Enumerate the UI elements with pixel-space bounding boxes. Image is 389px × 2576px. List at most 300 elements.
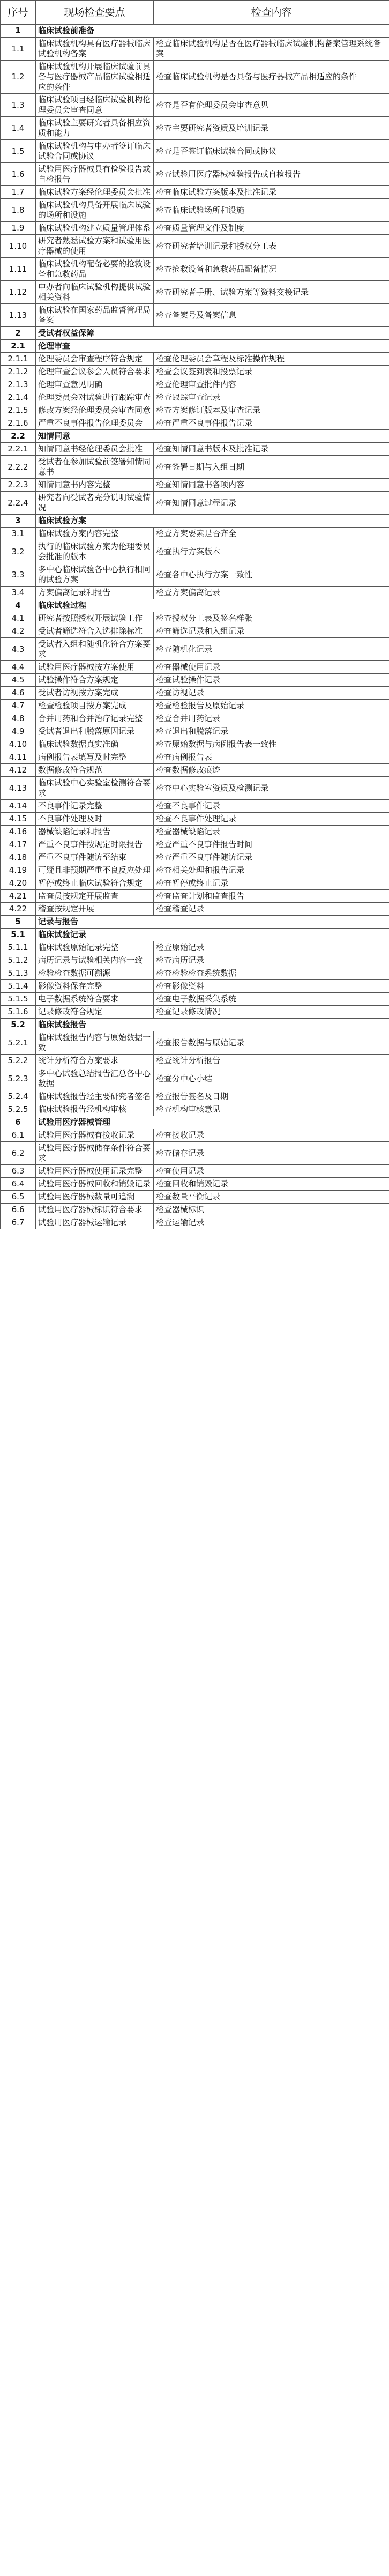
table-row — [1, 235, 389, 258]
table-row — [1, 391, 389, 404]
table-row — [1, 890, 389, 903]
inspection-point: 试验用医疗器械按方案使用 — [36, 661, 154, 674]
section-number: 2 — [1, 327, 36, 340]
row-number: 1.5 — [1, 140, 36, 163]
inspection-point: 严重不良事件按规定时限报告 — [36, 838, 154, 851]
table-row — [1, 1178, 389, 1191]
table-row — [1, 954, 389, 967]
table-row — [1, 712, 389, 725]
inspection-content: 检查是否有伦理委员会审查意见 — [154, 94, 389, 117]
row-number: 4.9 — [1, 725, 36, 738]
section-number: 5.1 — [1, 929, 36, 941]
table-row — [1, 1103, 389, 1116]
inspection-content: 检查病历记录 — [154, 954, 389, 967]
inspection-content: 检查器械标识 — [154, 1204, 389, 1216]
inspection-content: 检查数据修改痕迹 — [154, 764, 389, 777]
table-row — [1, 540, 389, 563]
table-row — [1, 1090, 389, 1103]
table-row — [1, 967, 389, 980]
section-title: 伦理审查 — [36, 340, 389, 353]
row-number: 4.6 — [1, 687, 36, 700]
table-row — [1, 199, 389, 222]
inspection-point: 临床试验中心实验室检测符合要求 — [36, 777, 154, 800]
table-row — [1, 1129, 389, 1142]
inspection-content: 检查主要研究者资质及培训记录 — [154, 117, 389, 140]
inspection-content: 检查储存记录 — [154, 1142, 389, 1165]
section-row — [1, 929, 389, 941]
inspection-point: 试验用医疗器械具有检验报告或自检报告 — [36, 163, 154, 186]
table-row — [1, 638, 389, 661]
inspection-content: 检查严重不良事件随访记录 — [154, 851, 389, 864]
row-number: 2.1.5 — [1, 404, 36, 417]
table-row — [1, 1165, 389, 1178]
table-row — [1, 61, 389, 94]
inspection-content: 检查运输记录 — [154, 1216, 389, 1229]
row-number: 6.6 — [1, 1204, 36, 1216]
inspection-content: 检查数量平衡记录 — [154, 1191, 389, 1204]
table-row — [1, 222, 389, 235]
row-number: 1.4 — [1, 117, 36, 140]
section-row — [1, 916, 389, 929]
inspection-content: 检查筛选记录和入组记录 — [154, 625, 389, 638]
inspection-point: 暂停或终止临床试验符合规定 — [36, 877, 154, 890]
row-number: 1.6 — [1, 163, 36, 186]
inspection-content: 检查器械使用记录 — [154, 661, 389, 674]
inspection-content: 检查检验检查系统数据 — [154, 967, 389, 980]
row-number: 3.2 — [1, 540, 36, 563]
inspection-content: 检查抢救设备和急救药品配备情况 — [154, 258, 389, 281]
inspection-content: 检查临床试验方案版本及批准记录 — [154, 186, 389, 199]
row-number: 5.2.3 — [1, 1067, 36, 1090]
section-number: 6 — [1, 1116, 36, 1129]
inspection-content: 检查临床试验机构是否具备与医疗器械产品相适应的条件 — [154, 61, 389, 94]
inspection-point: 伦理审查意见明确 — [36, 378, 154, 391]
inspection-content: 检查研究者培训记录和授权分工表 — [154, 235, 389, 258]
table-row — [1, 417, 389, 430]
row-number: 2.1.3 — [1, 378, 36, 391]
row-number: 4.1 — [1, 612, 36, 625]
section-title: 记录与报告 — [36, 916, 389, 929]
inspection-content: 检查报告签名及日期 — [154, 1090, 389, 1103]
table-row — [1, 1142, 389, 1165]
inspection-point: 伦理委员会审查程序符合规定 — [36, 353, 154, 366]
inspection-content: 检查退出和脱落记录 — [154, 725, 389, 738]
row-number: 4.17 — [1, 838, 36, 851]
inspection-content: 检查分中心小结 — [154, 1067, 389, 1090]
table-row — [1, 877, 389, 890]
header-point: 现场检查要点 — [36, 1, 154, 25]
row-number: 1.12 — [1, 281, 36, 304]
row-number: 6.7 — [1, 1216, 36, 1229]
row-number: 2.2.4 — [1, 492, 36, 515]
inspection-content: 检查质量管理文件及制度 — [154, 222, 389, 235]
inspection-content: 检查原始数据与病例报告表一致性 — [154, 738, 389, 751]
row-number: 5.1.6 — [1, 1006, 36, 1019]
inspection-content: 检查影像资料 — [154, 980, 389, 993]
row-number: 4.5 — [1, 674, 36, 687]
inspection-point: 修改方案经伦理委员会审查同意 — [36, 404, 154, 417]
row-number: 1.7 — [1, 186, 36, 199]
row-number: 5.2.4 — [1, 1090, 36, 1103]
row-number: 4.14 — [1, 800, 36, 813]
row-number: 6.5 — [1, 1191, 36, 1204]
table-row — [1, 1067, 389, 1090]
row-number: 5.1.1 — [1, 941, 36, 954]
section-title: 受试者权益保障 — [36, 327, 389, 340]
row-number: 4.3 — [1, 638, 36, 661]
inspection-content: 检查知情同意书各项内容 — [154, 479, 389, 492]
inspection-content: 检查各中心执行方案一致性 — [154, 563, 389, 587]
inspection-point: 临床试验机构具有医疗器械临床试验机构备案 — [36, 38, 154, 61]
row-number: 5.1.2 — [1, 954, 36, 967]
inspection-point: 临床试验主要研究者具备相应资质和能力 — [36, 117, 154, 140]
table-row — [1, 738, 389, 751]
table-row — [1, 186, 389, 199]
inspection-point: 受试者退出和脱落原因记录 — [36, 725, 154, 738]
row-number: 4.7 — [1, 700, 36, 712]
table-row — [1, 764, 389, 777]
inspection-point: 监查员按规定开展监查 — [36, 890, 154, 903]
inspection-content: 检查试验操作记录 — [154, 674, 389, 687]
table-row — [1, 117, 389, 140]
row-number: 1.11 — [1, 258, 36, 281]
inspection-content: 检查中心实验室资质及检测记录 — [154, 777, 389, 800]
inspection-point: 伦理委员会对试验进行跟踪审查 — [36, 391, 154, 404]
section-number: 4 — [1, 599, 36, 612]
table-header-row — [1, 1, 389, 25]
row-number: 4.4 — [1, 661, 36, 674]
row-number: 6.3 — [1, 1165, 36, 1178]
table-body — [1, 25, 389, 1229]
inspection-point: 可疑且非预期严重不良反应处理 — [36, 864, 154, 877]
table-row — [1, 838, 389, 851]
inspection-point: 临床试验在国家药品监督管理局备案 — [36, 304, 154, 327]
table-row — [1, 777, 389, 800]
table-row — [1, 903, 389, 916]
inspection-content: 检查方案修订版本及审查记录 — [154, 404, 389, 417]
section-title: 临床试验记录 — [36, 929, 389, 941]
table-row — [1, 674, 389, 687]
inspection-point: 器械缺陷记录和报告 — [36, 826, 154, 838]
section-row — [1, 25, 389, 38]
inspection-point: 稽查按规定开展 — [36, 903, 154, 916]
table-row — [1, 258, 389, 281]
inspection-content: 检查病例报告表 — [154, 751, 389, 764]
table-row — [1, 479, 389, 492]
table-row — [1, 563, 389, 587]
row-number: 5.2.5 — [1, 1103, 36, 1116]
inspection-point: 受试者筛选符合入选排除标准 — [36, 625, 154, 638]
table-row — [1, 1031, 389, 1055]
row-number: 5.1.4 — [1, 980, 36, 993]
table-row — [1, 1191, 389, 1204]
row-number: 5.2.1 — [1, 1031, 36, 1055]
inspection-point: 研究者按照授权开展试验工作 — [36, 612, 154, 625]
table-row — [1, 140, 389, 163]
inspection-point: 病例报告表填写及时完整 — [36, 751, 154, 764]
table-row — [1, 492, 389, 515]
table-row — [1, 528, 389, 540]
table-row — [1, 700, 389, 712]
inspection-content: 检查会议签到表和投票记录 — [154, 366, 389, 378]
inspection-point: 试验用医疗器械使用记录完整 — [36, 1165, 154, 1178]
inspection-content: 检查严重不良事件报告记录 — [154, 417, 389, 430]
inspection-content: 检查跟踪审查记录 — [154, 391, 389, 404]
section-number: 2.1 — [1, 340, 36, 353]
inspection-content: 检查授权分工表及签名样张 — [154, 612, 389, 625]
inspection-content: 检查知情同意书版本及批准记录 — [154, 443, 389, 456]
inspection-content: 检查方案要素是否齐全 — [154, 528, 389, 540]
row-number: 2.1.4 — [1, 391, 36, 404]
table-row — [1, 751, 389, 764]
inspection-content: 检查研究者手册、试验方案等资料交接记录 — [154, 281, 389, 304]
inspection-point: 试验用医疗器械储存条件符合要求 — [36, 1142, 154, 1165]
inspection-point: 执行的临床试验方案为伦理委员会批准的版本 — [36, 540, 154, 563]
row-number: 6.1 — [1, 1129, 36, 1142]
inspection-content: 检查不良事件记录 — [154, 800, 389, 813]
table-row — [1, 456, 389, 479]
row-number: 3.3 — [1, 563, 36, 587]
inspection-point: 多中心临床试验各中心执行相同的试验方案 — [36, 563, 154, 587]
table-row — [1, 625, 389, 638]
inspection-point: 检查检验项目按方案完成 — [36, 700, 154, 712]
row-number: 4.16 — [1, 826, 36, 838]
table-row — [1, 1006, 389, 1019]
table-row — [1, 281, 389, 304]
row-number: 4.18 — [1, 851, 36, 864]
inspection-content: 检查机构审核意见 — [154, 1103, 389, 1116]
inspection-content: 检查暂停或终止记录 — [154, 877, 389, 890]
table-row — [1, 1216, 389, 1229]
table-row — [1, 826, 389, 838]
table-row — [1, 661, 389, 674]
section-number: 2.2 — [1, 430, 36, 443]
table-row — [1, 800, 389, 813]
section-title: 知情同意 — [36, 430, 389, 443]
table-row — [1, 38, 389, 61]
row-number: 1.13 — [1, 304, 36, 327]
row-number: 4.15 — [1, 813, 36, 826]
inspection-point: 临床试验方案内容完整 — [36, 528, 154, 540]
table-row — [1, 163, 389, 186]
inspection-point: 临床试验机构与申办者签订临床试验合同或协议 — [36, 140, 154, 163]
inspection-content: 检查原始记录 — [154, 941, 389, 954]
inspection-point: 临床试验报告经主要研究者签名 — [36, 1090, 154, 1103]
row-number: 1.8 — [1, 199, 36, 222]
inspection-content: 检查统计分析报告 — [154, 1055, 389, 1067]
section-title: 临床试验前准备 — [36, 25, 389, 38]
row-number: 4.12 — [1, 764, 36, 777]
inspection-content: 检查稽查记录 — [154, 903, 389, 916]
inspection-content: 检查使用记录 — [154, 1165, 389, 1178]
inspection-point: 研究者向受试者充分说明试验情况 — [36, 492, 154, 515]
inspection-point: 不良事件记录完整 — [36, 800, 154, 813]
inspection-point: 试验用医疗器械有接收记录 — [36, 1129, 154, 1142]
row-number: 2.1.1 — [1, 353, 36, 366]
row-number: 1.9 — [1, 222, 36, 235]
inspection-point: 记录修改符合规定 — [36, 1006, 154, 1019]
table-row — [1, 353, 389, 366]
table-row — [1, 404, 389, 417]
row-number: 2.2.2 — [1, 456, 36, 479]
section-row — [1, 1116, 389, 1129]
row-number: 4.8 — [1, 712, 36, 725]
inspection-point: 不良事件处理及时 — [36, 813, 154, 826]
row-number: 4.22 — [1, 903, 36, 916]
row-number: 4.10 — [1, 738, 36, 751]
inspection-point: 临床试验机构具备开展临床试验的场所和设施 — [36, 199, 154, 222]
inspection-content: 检查临床试验机构是否在医疗器械临床试验机构备案管理系统备案 — [154, 38, 389, 61]
inspection-content: 检查不良事件处理记录 — [154, 813, 389, 826]
table-row — [1, 813, 389, 826]
inspection-point: 影像资料保存完整 — [36, 980, 154, 993]
inspection-point: 临床试验机构建立质量管理体系 — [36, 222, 154, 235]
section-row — [1, 430, 389, 443]
inspection-content: 检查伦理委员会章程及标准操作规程 — [154, 353, 389, 366]
row-number: 1.3 — [1, 94, 36, 117]
inspection-content: 检查接收记录 — [154, 1129, 389, 1142]
section-number: 3 — [1, 515, 36, 528]
inspection-content: 检查试验用医疗器械检验报告或自检报告 — [154, 163, 389, 186]
inspection-point: 试验用医疗器械数量可追溯 — [36, 1191, 154, 1204]
section-row — [1, 599, 389, 612]
section-row — [1, 1019, 389, 1031]
inspection-point: 临床试验项目经临床试验机构伦理委员会审查同意 — [36, 94, 154, 117]
table-row — [1, 612, 389, 625]
row-number: 5.1.5 — [1, 993, 36, 1006]
inspection-content: 检查监查计划和监查报告 — [154, 890, 389, 903]
inspection-point: 合并用药和合并治疗记录完整 — [36, 712, 154, 725]
inspection-content: 检查备案号及备案信息 — [154, 304, 389, 327]
inspection-content: 检查合并用药记录 — [154, 712, 389, 725]
row-number: 2.1.6 — [1, 417, 36, 430]
inspection-content: 检查严重不良事件报告时间 — [154, 838, 389, 851]
inspection-point: 临床试验报告内容与原始数据一致 — [36, 1031, 154, 1055]
row-number: 2.1.2 — [1, 366, 36, 378]
row-number: 6.4 — [1, 1178, 36, 1191]
row-number: 1.2 — [1, 61, 36, 94]
inspection-content: 检查回收和销毁记录 — [154, 1178, 389, 1191]
header-num: 序号 — [1, 1, 36, 25]
inspection-point: 检验检查数据可溯源 — [36, 967, 154, 980]
row-number: 2.2.1 — [1, 443, 36, 456]
inspection-content: 检查方案偏离记录 — [154, 587, 389, 599]
inspection-point: 受试者在参加试验前签署知情同意书 — [36, 456, 154, 479]
inspection-point: 受试者入组和随机化符合方案要求 — [36, 638, 154, 661]
inspection-point: 方案偏离记录和报告 — [36, 587, 154, 599]
inspection-content: 检查电子数据采集系统 — [154, 993, 389, 1006]
table-row — [1, 980, 389, 993]
table-row — [1, 587, 389, 599]
inspection-point: 严重不良事件报告伦理委员会 — [36, 417, 154, 430]
inspection-table — [0, 0, 389, 1229]
section-title: 临床试验过程 — [36, 599, 389, 612]
table-row — [1, 851, 389, 864]
inspection-point: 病历记录与试验相关内容一致 — [36, 954, 154, 967]
inspection-point: 数据修改符合规范 — [36, 764, 154, 777]
inspection-point: 知情同意书内容完整 — [36, 479, 154, 492]
table-row — [1, 378, 389, 391]
inspection-point: 试验操作符合方案规定 — [36, 674, 154, 687]
section-number: 5 — [1, 916, 36, 929]
inspection-content: 检查相关处理和报告记录 — [154, 864, 389, 877]
inspection-point: 多中心试验总结报告汇总各中心数据 — [36, 1067, 154, 1090]
inspection-content: 检查是否签订临床试验合同或协议 — [154, 140, 389, 163]
row-number: 4.19 — [1, 864, 36, 877]
row-number: 3.4 — [1, 587, 36, 599]
row-number: 4.20 — [1, 877, 36, 890]
inspection-content: 检查检验报告及原始记录 — [154, 700, 389, 712]
table-row — [1, 993, 389, 1006]
inspection-point: 伦理审查会议参会人员符合要求 — [36, 366, 154, 378]
inspection-content: 检查器械缺陷记录 — [154, 826, 389, 838]
inspection-point: 临床试验机构配备必要的抢救设备和急救药品 — [36, 258, 154, 281]
table-row — [1, 941, 389, 954]
header-content: 检查内容 — [154, 1, 389, 25]
row-number: 4.21 — [1, 890, 36, 903]
row-number: 3.1 — [1, 528, 36, 540]
table-row — [1, 1204, 389, 1216]
section-number: 5.2 — [1, 1019, 36, 1031]
row-number: 2.2.3 — [1, 479, 36, 492]
inspection-point: 临床试验机构开展临床试验前具备与医疗器械产品临床试验相适应的条件 — [36, 61, 154, 94]
inspection-content: 检查知情同意过程记录 — [154, 492, 389, 515]
section-number: 1 — [1, 25, 36, 38]
row-number: 4.13 — [1, 777, 36, 800]
inspection-content: 检查签署日期与入组日期 — [154, 456, 389, 479]
table-row — [1, 864, 389, 877]
inspection-point: 申办者向临床试验机构提供试验相关资料 — [36, 281, 154, 304]
section-title: 临床试验报告 — [36, 1019, 389, 1031]
row-number: 1.10 — [1, 235, 36, 258]
inspection-content: 检查伦理审查批件内容 — [154, 378, 389, 391]
row-number: 5.1.3 — [1, 967, 36, 980]
inspection-point: 试验用医疗器械回收和销毁记录 — [36, 1178, 154, 1191]
inspection-point: 试验用医疗器械标识符合要求 — [36, 1204, 154, 1216]
inspection-point: 临床试验数据真实准确 — [36, 738, 154, 751]
table-row — [1, 443, 389, 456]
table-row — [1, 304, 389, 327]
section-row — [1, 327, 389, 340]
table-row — [1, 687, 389, 700]
section-title: 临床试验方案 — [36, 515, 389, 528]
row-number: 4.2 — [1, 625, 36, 638]
section-title: 试验用医疗器械管理 — [36, 1116, 389, 1129]
inspection-point: 电子数据系统符合要求 — [36, 993, 154, 1006]
inspection-content: 检查执行方案版本 — [154, 540, 389, 563]
inspection-point: 严重不良事件随访至结束 — [36, 851, 154, 864]
section-row — [1, 340, 389, 353]
inspection-point: 临床试验报告经机构审核 — [36, 1103, 154, 1116]
inspection-point: 试验用医疗器械运输记录 — [36, 1216, 154, 1229]
inspection-content: 检查随机化记录 — [154, 638, 389, 661]
inspection-content: 检查临床试验场所和设施 — [154, 199, 389, 222]
section-row — [1, 515, 389, 528]
row-number: 1.1 — [1, 38, 36, 61]
inspection-point: 研究者熟悉试验方案和试验用医疗器械的使用 — [36, 235, 154, 258]
inspection-content: 检查记录修改情况 — [154, 1006, 389, 1019]
row-number: 5.2.2 — [1, 1055, 36, 1067]
row-number: 6.2 — [1, 1142, 36, 1165]
inspection-content: 检查访视记录 — [154, 687, 389, 700]
table-row — [1, 725, 389, 738]
inspection-point: 知情同意书经伦理委员会批准 — [36, 443, 154, 456]
table-row — [1, 94, 389, 117]
inspection-content: 检查报告数据与原始记录 — [154, 1031, 389, 1055]
inspection-point: 临床试验原始记录完整 — [36, 941, 154, 954]
inspection-point: 临床试验方案经伦理委员会批准 — [36, 186, 154, 199]
inspection-point: 受试者访视按方案完成 — [36, 687, 154, 700]
